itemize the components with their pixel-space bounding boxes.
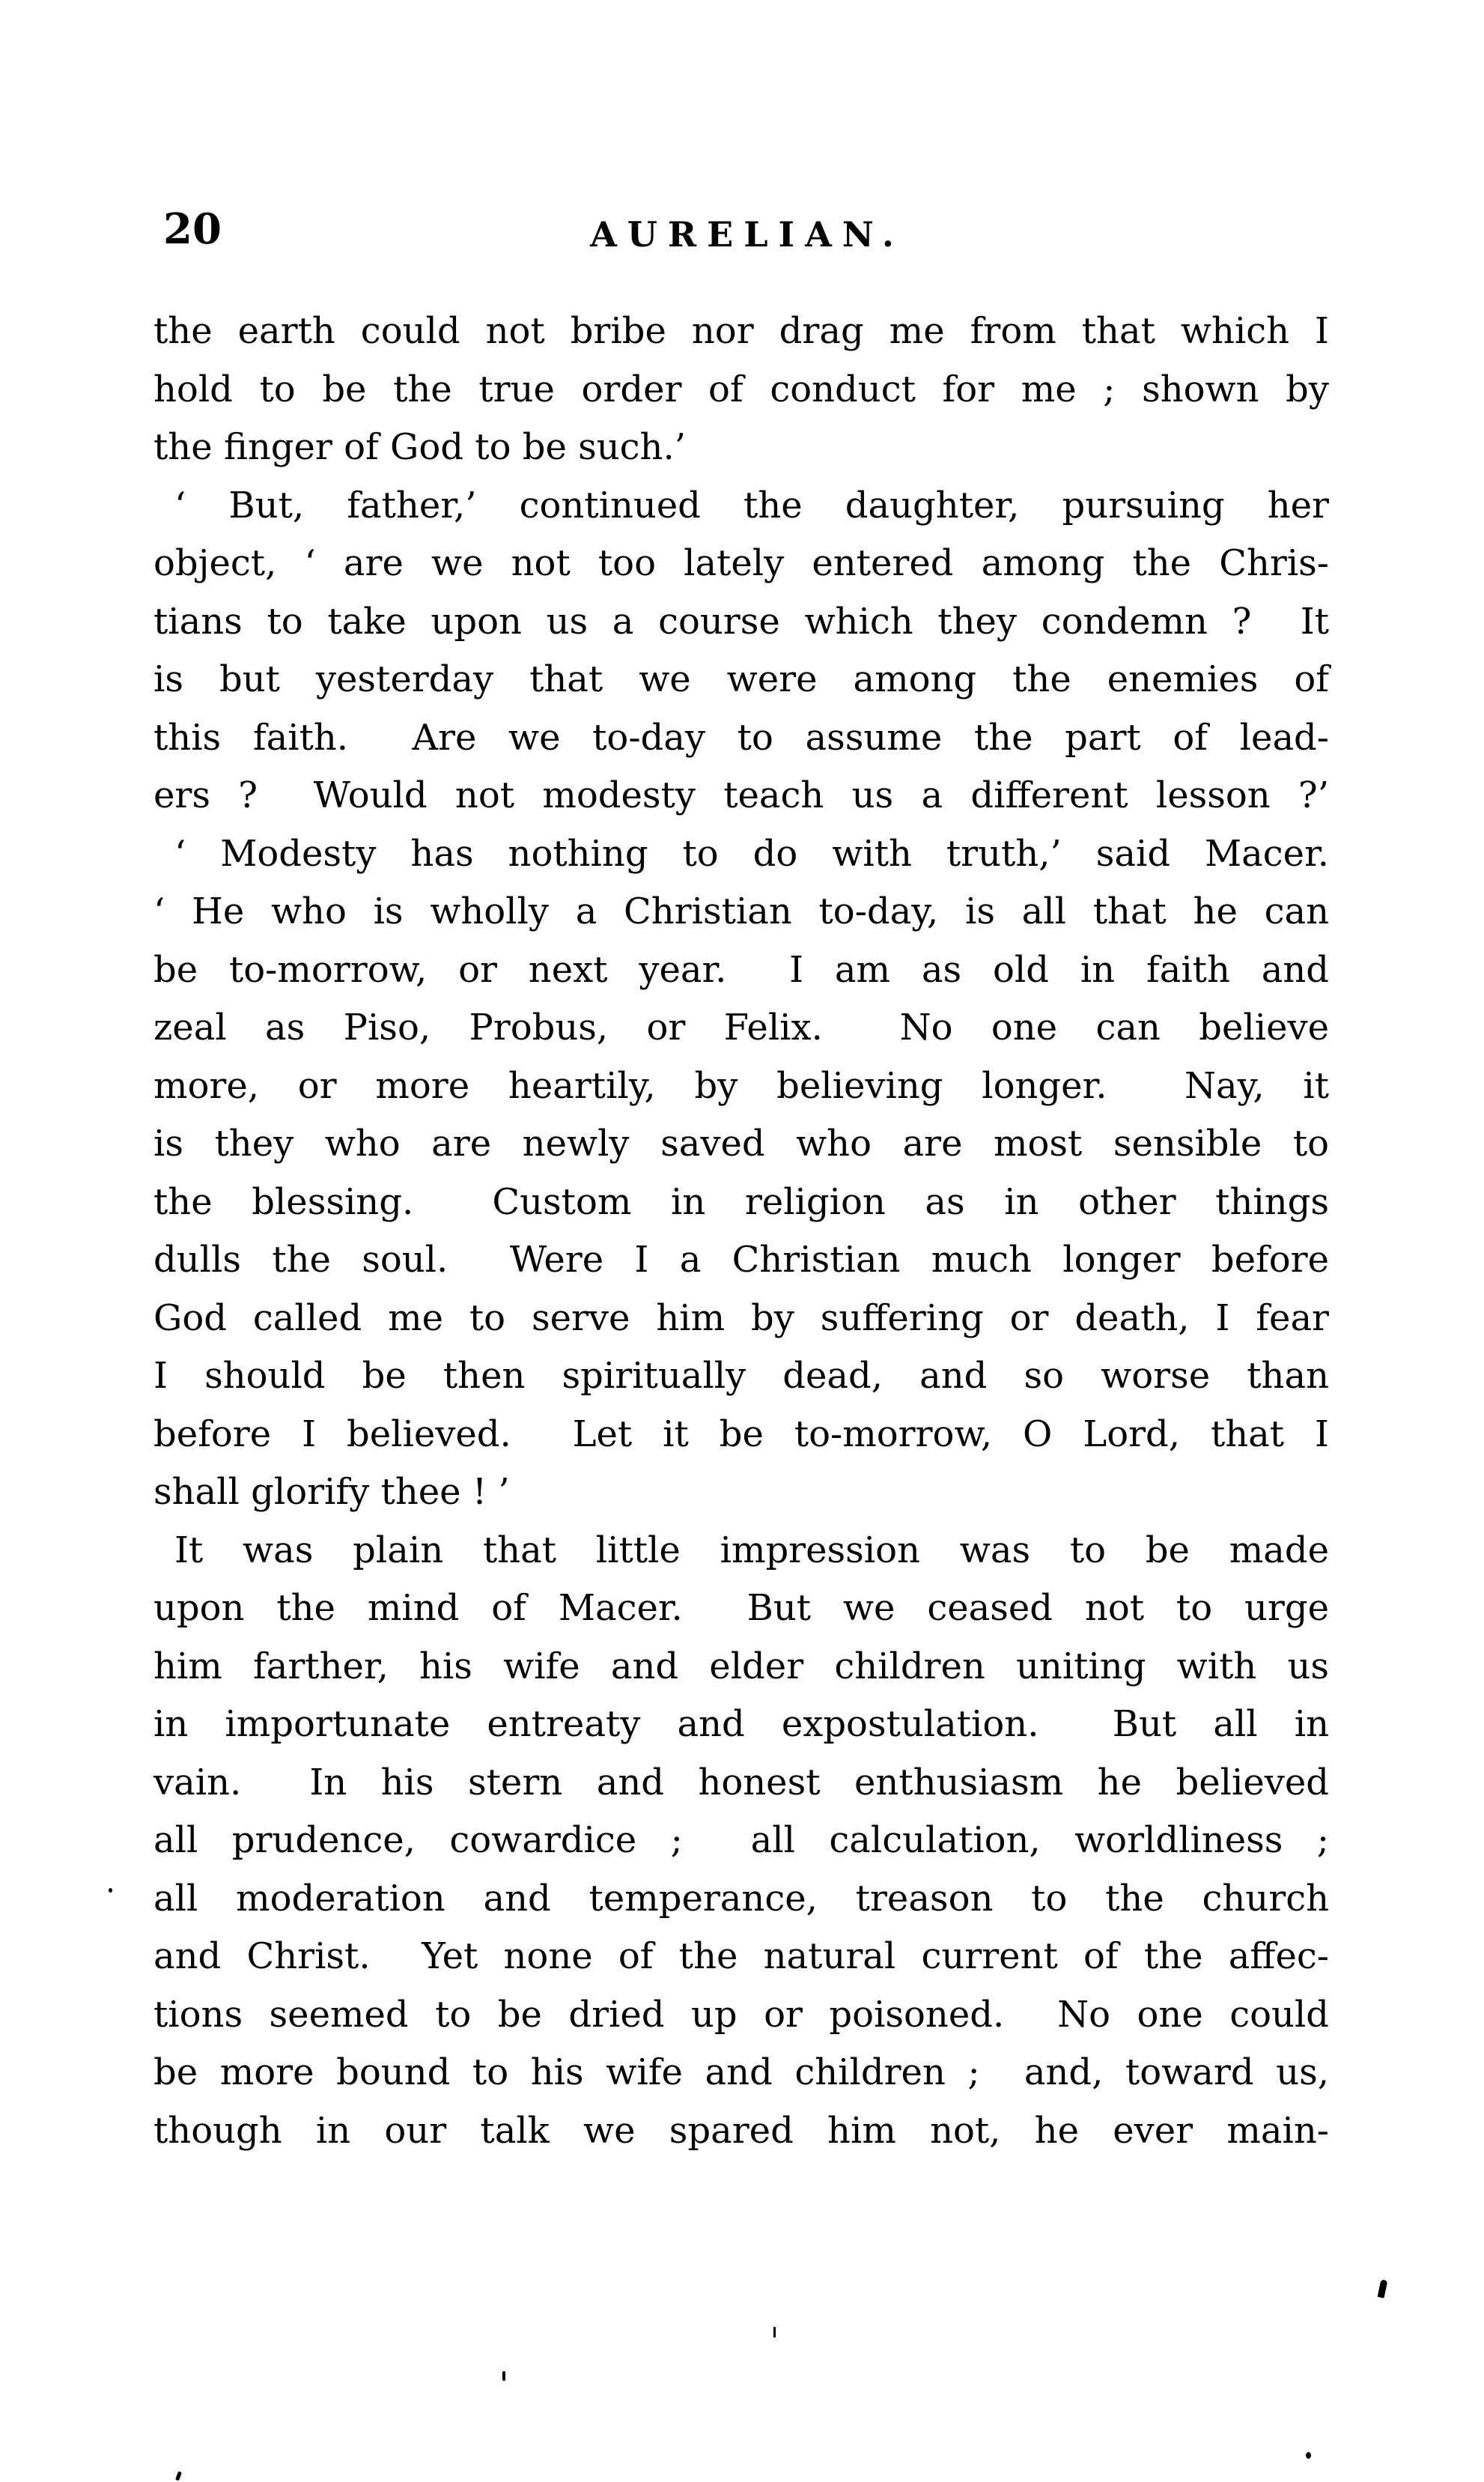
text-line: the finger of God to be such.’ — [153, 426, 686, 468]
text-line: ‘ He who is wholly a Christian to-day, is all that he can — [153, 890, 1329, 932]
text-line: though in our talk we spared him not, he ever main- — [153, 2109, 1329, 2152]
ink-speck — [502, 2371, 505, 2381]
text-line: the blessing. Custom in religion as in other things — [153, 1180, 1329, 1223]
page-number: 20 — [163, 204, 222, 254]
text-line: ‘ But, father,’ continued the daughter, pursuing her — [174, 484, 1329, 527]
ink-speck — [1306, 2452, 1311, 2459]
text-line: the earth could not bribe nor drag me from that which I — [153, 310, 1329, 352]
text-line: object, ‘ are we not too lately entered among the Chris- — [153, 542, 1329, 584]
text-line: be more bound to his wife and children ; and, toward us, — [153, 2051, 1329, 2093]
text-line: before I believed. Let it be to-morrow, O Lord, that I — [153, 1413, 1329, 1455]
text-line: It was plain that little impression was to be made — [174, 1529, 1329, 1571]
ink-speck — [1378, 2279, 1388, 2298]
text-line: all prudence, cowardice ; all calculation, worldliness ; — [153, 1819, 1329, 1861]
running-title: AURELIAN. — [590, 214, 904, 255]
text-line: ers ? Would not modesty teach us a different lesson ?’ — [153, 774, 1329, 816]
text-line: is but yesterday that we were among the enemies of — [153, 658, 1329, 700]
text-line: ‘ Modesty has nothing to do with truth,’ said Macer. — [174, 832, 1329, 875]
text-line: tions seemed to be dried up or poisoned. No one could — [153, 1993, 1329, 2036]
text-line: is they who are newly saved who are most sensible to — [153, 1123, 1329, 1165]
text-line: hold to be the true order of conduct for me ; shown by — [153, 368, 1329, 410]
ink-speck — [773, 2327, 776, 2337]
text-line: this faith. Are we to-day to assume the part of lead- — [153, 716, 1329, 759]
text-line: and Christ. Yet none of the natural current of the affec- — [153, 1935, 1329, 1977]
page-body — [153, 303, 1329, 2160]
text-line: him farther, his wife and elder children uniting with us — [153, 1645, 1329, 1687]
text-line: upon the mind of Macer. But we ceased not to urge — [153, 1587, 1329, 1629]
ink-speck — [109, 1888, 112, 1893]
text-line: vain. In his stern and honest enthusiasm he believed — [153, 1761, 1329, 1803]
text-line: zeal as Piso, Probus, or Felix. No one can believe — [153, 1007, 1329, 1049]
text-line: more, or more heartily, by believing longer. Nay, it — [153, 1064, 1329, 1107]
text-line: in importunate entreaty and expostulation. But all in — [153, 1703, 1329, 1745]
text-line: all moderation and temperance, treason to the church — [153, 1877, 1329, 1920]
text-line: dulls the soul. Were I a Christian much longer before — [153, 1239, 1329, 1281]
text-line: God called me to serve him by suffering or death, I fear — [153, 1296, 1329, 1339]
text-line: I should be then spiritually dead, and so worse than — [153, 1355, 1329, 1397]
text-line: tians to take upon us a course which they condemn ? It — [153, 600, 1329, 643]
text-line: be to-morrow, or next year. I am as old in faith and — [153, 948, 1329, 991]
ink-speck — [175, 2472, 182, 2481]
text-line: shall glorify thee ! ’ — [153, 1471, 510, 1513]
